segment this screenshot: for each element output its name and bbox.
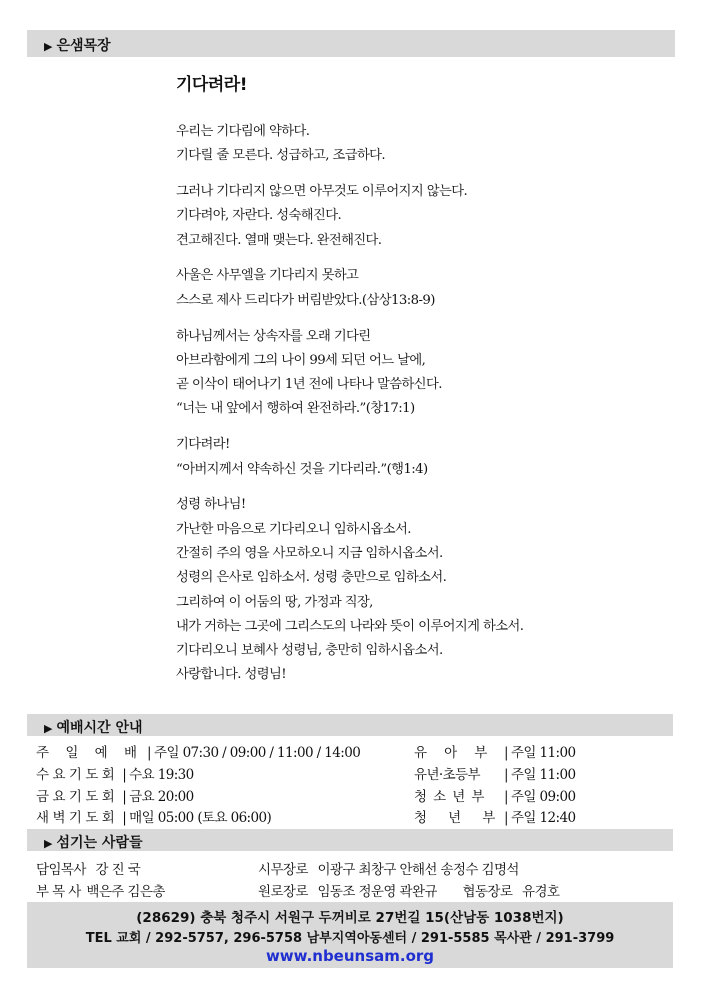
staff-label: 시무장로 xyxy=(258,862,308,878)
staff-name: 이광구 최창구 안해선 송정수 김명석 xyxy=(317,862,519,878)
staff-name: 임동조 정운영 곽완규 xyxy=(317,884,437,900)
staff-name: 강 진 국 xyxy=(95,862,141,878)
worship-label: 유 아 부 xyxy=(414,745,487,761)
staff-label: 원로장로 xyxy=(258,884,308,900)
section-title: 예배시간 안내 xyxy=(56,720,143,736)
poem-line: 내가 거하는 그곳에 그리스도의 나라와 뜻이 이루어지게 하소서. xyxy=(176,618,524,634)
worship-time: 수요 19:30 xyxy=(129,767,194,783)
church-website-link[interactable]: www.nbeunsam.org xyxy=(265,947,435,965)
poem-line: 견고해진다. 열매 맺는다. 완전해진다. xyxy=(176,232,382,248)
worship-label: 수요기도회 xyxy=(36,767,119,783)
poem-line: 아브라함에게 그의 나이 99세 되던 어느 날에, xyxy=(176,352,426,368)
church-footer xyxy=(27,902,673,968)
worship-row: 새벽기도회 | 매일 05:00 (토요 06:00) xyxy=(36,806,271,826)
worship-label: 유년·초등부 xyxy=(414,767,480,783)
worship-row: 유 아 부 | 주일 11:00 xyxy=(414,741,575,761)
triangle-right-icon: ▶ xyxy=(44,837,53,850)
staff-row xyxy=(36,880,165,900)
poem-line: 사울은 사무엘을 기다리지 못하고 xyxy=(176,268,359,284)
poem-line: 성령의 은사로 임하소서. 성령 충만으로 임하소서. xyxy=(176,570,447,586)
poem-line: 성령 하나님! xyxy=(176,497,246,513)
worship-time: 금요 20:00 xyxy=(129,789,194,805)
stanza xyxy=(176,493,656,687)
worship-label: 주 일 예 배 xyxy=(36,745,144,761)
staff-label: 부 목 사 xyxy=(36,884,81,900)
worship-time: 주일 07:30 / 09:00 / 11:00 / 14:00 xyxy=(154,745,361,761)
article-body xyxy=(176,120,656,699)
staff-name: 백은주 김은총 xyxy=(86,884,165,900)
triangle-right-icon: ▶ xyxy=(44,40,53,53)
article-title: 기다려라! xyxy=(176,75,247,95)
section-header-column xyxy=(27,30,675,57)
worship-row: 금요기도회 | 금요 20:00 xyxy=(36,785,194,805)
poem-line: “너는 내 앞에서 행하여 완전하라.”(창17:1) xyxy=(176,401,415,417)
section-header-worship xyxy=(27,714,673,736)
staff-label: 협동장로 xyxy=(462,884,513,900)
stanza xyxy=(176,180,656,253)
staff-label: 담임목사 xyxy=(36,862,86,878)
triangle-right-icon: ▶ xyxy=(44,722,53,735)
section-title: 은샘목장 xyxy=(56,38,111,54)
poem-line: 그리하여 이 어둠의 땅, 가정과 직장, xyxy=(176,594,373,610)
worship-row: 유년·초등부 | 주일 11:00 xyxy=(414,763,575,783)
stanza xyxy=(176,120,656,169)
poem-line: 하나님께서는 상속자를 오래 기다린 xyxy=(176,328,371,344)
section-header-servants xyxy=(27,829,673,851)
worship-row: 청 년 부 | 주일 12:40 xyxy=(414,806,575,826)
stanza xyxy=(176,264,656,313)
worship-label: 새벽기도회 xyxy=(36,810,119,826)
poem-line: “아버지께서 약속하신 것을 기다리라.”(행1:4) xyxy=(176,461,428,477)
worship-row: 청 소 년 부 | 주일 09:00 xyxy=(414,785,575,805)
worship-label: 청 년 부 xyxy=(414,810,495,826)
worship-time: 주일 12:40 xyxy=(510,810,576,826)
worship-row: 수요기도회 | 수요 19:30 xyxy=(36,763,194,783)
section-title: 섬기는 사람들 xyxy=(56,835,143,851)
stanza xyxy=(176,433,656,482)
poem-line: 기다릴 줄 모른다. 성급하고, 조급하다. xyxy=(176,148,386,164)
staff-row xyxy=(258,880,559,900)
poem-line: 우리는 기다림에 약하다. xyxy=(176,124,310,139)
poem-line: 기다리오니 보혜사 성령님, 충만히 임하시옵소서. xyxy=(176,643,443,659)
worship-time: 매일 05:00 (토요 06:00) xyxy=(129,810,272,826)
worship-label: 금요기도회 xyxy=(36,789,119,805)
poem-line: 기다려야, 자란다. 성숙해진다. xyxy=(176,208,342,224)
poem-line: 곧 이삭이 태어나기 1년 전에 나타나 말씀하신다. xyxy=(176,377,442,393)
poem-line: 사랑합니다. 성령님! xyxy=(176,667,286,683)
staff-name: 유경호 xyxy=(522,884,560,900)
staff-row xyxy=(258,858,519,878)
poem-line: 스스로 제사 드리다가 버림받았다.(삼상13:8-9) xyxy=(176,292,435,308)
worship-time: 주일 09:00 xyxy=(510,789,576,805)
worship-label: 청 소 년 부 xyxy=(414,789,484,805)
poem-line: 그러나 기다리지 않으면 아무것도 이루어지지 않는다. xyxy=(176,184,468,200)
worship-row: 주 일 예 배 | 주일 07:30 / 09:00 / 11:00 / 14:00 xyxy=(36,741,360,761)
poem-line: 가난한 마음으로 기다리오니 임하시옵소서. xyxy=(176,521,411,537)
poem-line: 기다려라! xyxy=(176,437,230,453)
worship-time: 주일 11:00 xyxy=(510,745,576,761)
church-address: (28629) 충북 청주시 서원구 두꺼비로 27번길 15(산남동 1038번지) xyxy=(136,910,564,926)
church-phone: TEL 교회 / 292-5757, 296-5758 남부지역아동센터 / 291-5585 목사관 / 291-3799 xyxy=(85,931,615,946)
stanza xyxy=(176,325,656,422)
poem-line: 간절히 주의 영을 사모하오니 지금 임하시옵소서. xyxy=(176,545,443,561)
worship-time: 주일 11:00 xyxy=(510,767,576,783)
staff-row xyxy=(36,858,140,878)
